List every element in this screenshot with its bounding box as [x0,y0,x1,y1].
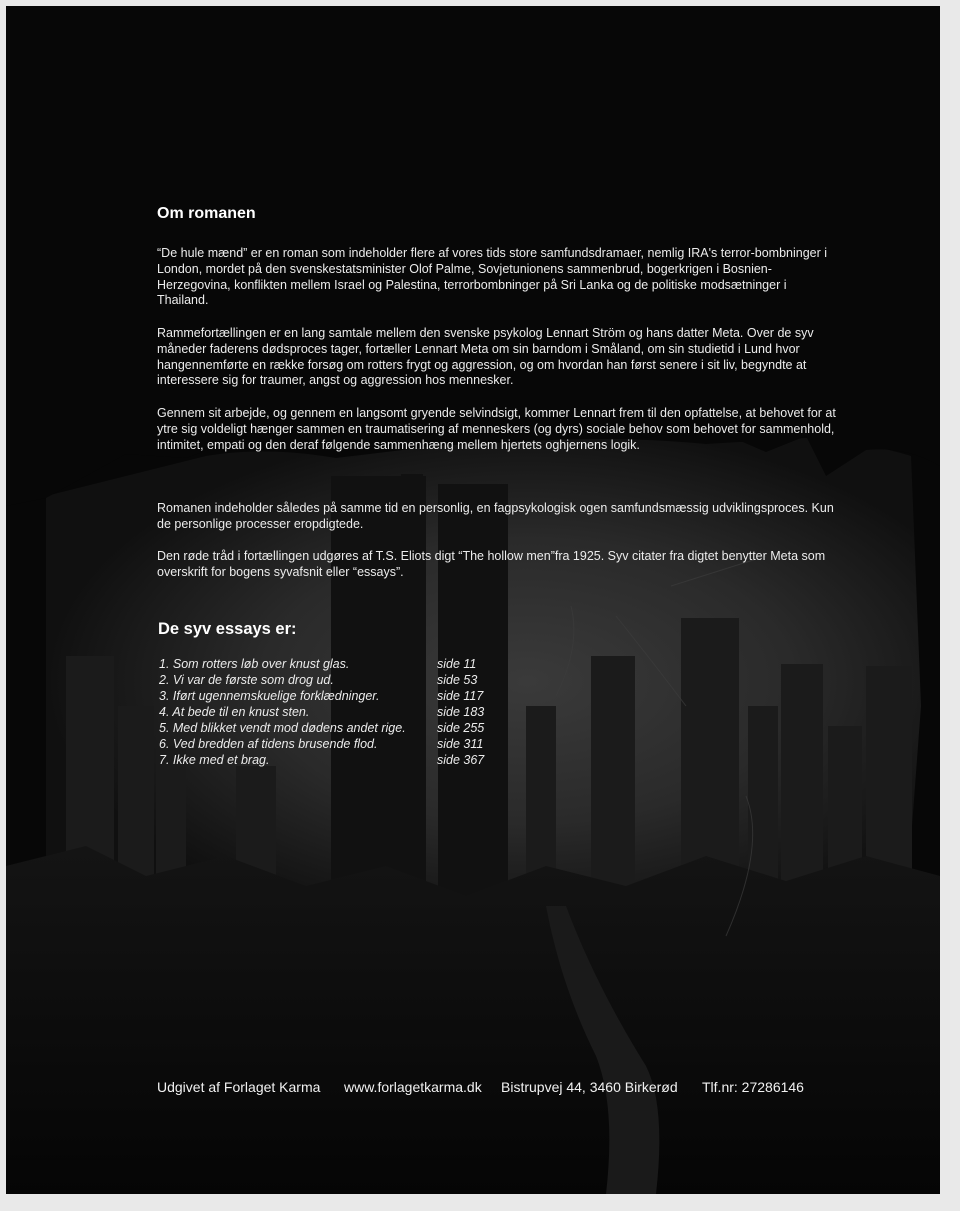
essay-page: side 367 [437,753,485,767]
essay-item [159,689,539,705]
essay-page: side 117 [437,689,484,703]
essay-title: 5. Med blikket vendt mod dødens andet rige. [159,721,406,735]
essay-title: 3. Iført ugennemskuelige forklædninger. [159,689,380,703]
about-paragraph-1: “De hule mænd” er en roman som indeholder flere af vores tids store samfundsdramaer, nemlig IRA's terror-bombninger i London, mordet på den svenskestatsminister Olof Palme, Sovjetunionens sammenbrud, bogerkrigen i Bosnien-Herzegovina, konflikten mellem Israel og Palestina, terrorbombninger på Sri Lanka og de politiske modsætninger i Thailand. [157,246,828,308]
essay-page: side 53 [437,673,478,687]
essay-item [159,705,539,721]
publisher-website: www.forlagetkarma.dk [344,1079,482,1095]
essay-title: 4. At bede til en knust sten. [159,705,310,719]
book-back-cover [6,6,940,1194]
about-heading: Om romanen [157,205,256,222]
about-paragraph-5: Den røde tråd i fortællingen udgøres af T.S. Eliots digt “The hollow men”fra 1925. Syv citater fra digtet benytter Meta som overskrift for bogens syvafsnit eller “essays”. [157,549,826,579]
publisher-phone: Tlf.nr: 27286146 [702,1079,804,1095]
about-paragraph-4: Romanen indeholder således på samme tid en personlig, en fagpsykologisk ogen samfundsmæssig udviklingsproces. Kun de personlige processer eropdigtede. [157,501,834,531]
essay-item [159,753,539,769]
essay-page: side 11 [437,657,477,671]
about-paragraph-3: Gennem sit arbejde, og gennem en langsomt gryende selvindsigt, kommer Lennart frem til den opfattelse, at behovet for at ytre sig voldeligt hænger sammen en traumatisering af menneskers (og dyrs) sociale behov som behovet for sammenhold, intimitet, empati og den deraf følgende sammenhæng mellem hjertets oghjernens logik. [157,406,836,452]
publisher-address: Bistrupvej 44, 3460 Birkerød [501,1079,678,1095]
essay-page: side 311 [437,737,484,751]
essay-page: side 183 [437,705,485,719]
essay-title: 7. Ikke med et brag. [159,753,270,767]
publisher-name: Udgivet af Forlaget Karma [157,1079,321,1095]
essay-title: 6. Ved bredden af tidens brusende flod. [159,737,378,751]
essays-heading: De syv essays er: [158,620,297,638]
essay-item [159,737,539,753]
essay-title: 2. Vi var de første som drog ud. [159,673,334,687]
essay-item [159,657,539,673]
essay-item [159,721,539,737]
publisher-footer [157,1079,857,1099]
about-paragraph-2: Rammefortællingen er en lang samtale mellem den svenske psykolog Lennart Ström og hans datter Meta. Over de syv måneder faderens dødsproces tager, fortæller Lennart Meta om sin barndom i Småland, om sin studietid i Lund hvor hangennemførte en række forsøg om rotters frygt og aggression, og om hvordan han først senere i sit liv, begyndte at interessere sig for traumer, angst og aggression hos mennesker. [157,326,814,388]
essay-title: 1. Som rotters løb over knust glas. [159,657,350,671]
essay-item [159,673,539,689]
cover-text-content [6,6,940,1194]
essay-page: side 255 [437,721,485,735]
essay-list [159,657,539,769]
